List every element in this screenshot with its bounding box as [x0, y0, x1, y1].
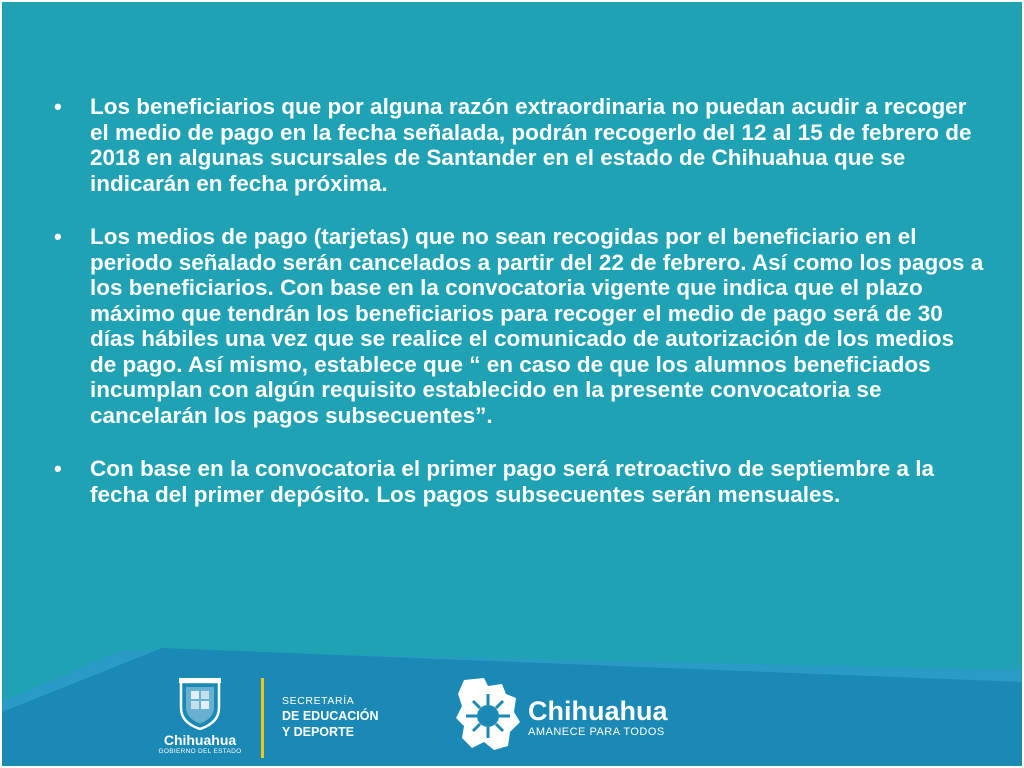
secretaria-logo — [282, 694, 379, 740]
bullet-item — [54, 94, 984, 196]
secretaria-line-2: DE EDUCACIÓN — [282, 709, 379, 723]
secretaria-line-1: SECRETARÍA — [282, 695, 355, 707]
bullet-item — [54, 224, 984, 428]
bullet-text: Con base en la convocatoria el primer pago será retroactivo de septiembre a la fecha del primer depósito. Los pagos subsecuentes serán mensuales. — [90, 456, 935, 507]
state-shield-icon — [177, 678, 223, 730]
brand-name: Chihuahua — [528, 696, 668, 726]
state-logo-name: Chihuahua — [163, 732, 237, 748]
bullet-text: Los medios de pago (tarjetas) que no sean recogidas por el beneficiario en el periodo señalado serán cancelados a partir del 22 de febrero. Así como los pagos a los beneficiarios. Con base en la convocatoria vigente que indica que el plazo máximo que tendrán los beneficiarios para recoger el medio de pago será de 30 días hábiles una vez que se realice el comunicado de autorización de los medios de pago. Así mismo, establece que “ en caso de que los alumnos beneficiados incumplan con algún requisito establecido en la presente convocatoria se cancelarán los pagos subsecuentes”. — [90, 224, 984, 428]
bullet-dot: • — [54, 224, 62, 249]
brand-slogan: AMANECE PARA TODOS — [528, 726, 665, 738]
footer-divider — [261, 678, 264, 758]
bullet-dot: • — [54, 456, 62, 481]
chihuahua-brand-mark-icon — [454, 676, 522, 754]
bullet-dot: • — [54, 94, 62, 119]
bullet-item — [54, 456, 984, 507]
secretaria-line-3: Y DEPORTE — [282, 725, 355, 739]
bullet-text: Los beneficiarios que por alguna razón extraordinaria no puedan acudir a recoger el medio de pago en la fecha señalada, podrán recogerlo del 12 al 15 de febrero de 2018 en algunas sucursales de Santander en el estado de Chihuahua que se indicarán en fecha próxima. — [90, 94, 972, 196]
state-government-logo — [152, 678, 248, 756]
slide — [2, 2, 1022, 766]
bullet-list — [54, 94, 984, 535]
state-logo-subtitle: GOBIERNO DEL ESTADO — [158, 748, 242, 755]
chihuahua-brand — [528, 696, 668, 738]
